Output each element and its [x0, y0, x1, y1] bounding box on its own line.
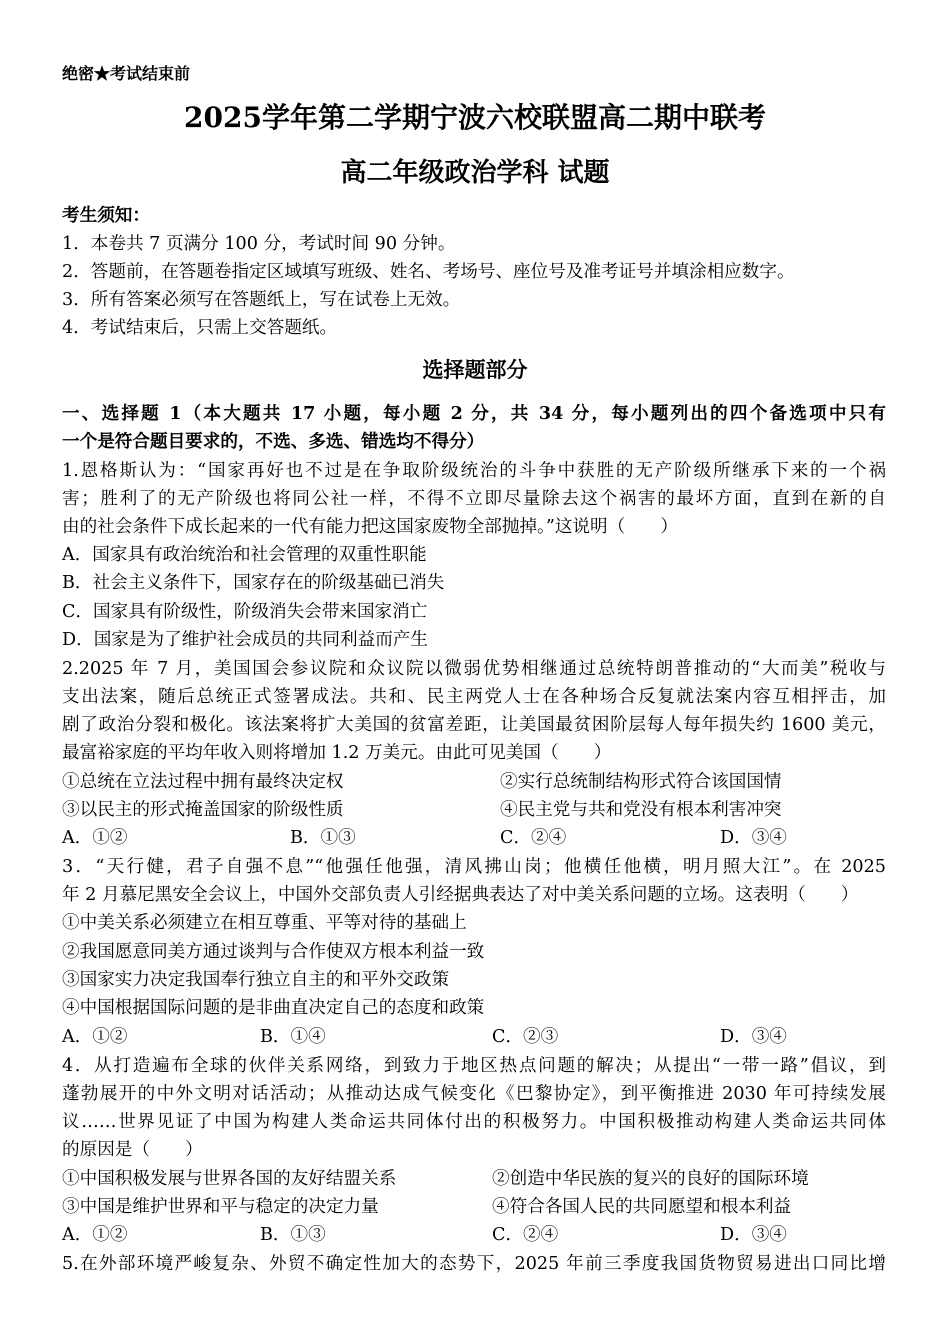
- answer-choice: B．①③: [260, 1225, 326, 1245]
- notice-item: 2．答题前，在答题卷指定区域填写班级、姓名、考场号、座位号及准考证号并填涂相应数字。: [62, 262, 795, 282]
- answer-choice: D．③④: [720, 1027, 787, 1047]
- question-2-item: ②实行总统制结构形式符合该国国情: [500, 772, 782, 792]
- question-1-option: A．国家具有政治统治和社会管理的双重性职能: [62, 545, 427, 565]
- question-3-answers-row: [62, 1025, 886, 1049]
- question-2-stem: 2.2025 年 7 月，美国国会参议院和众议院以微弱优势相继通过总统特朗普推动的“大而美”税收与: [62, 659, 886, 679]
- question-2-item: ③以民主的形式掩盖国家的阶级性质: [62, 800, 344, 820]
- question-1-stem: 由的社会条件下成长起来的一代有能力把这国家废物全部抛掉。”这说明（ ）: [62, 517, 678, 537]
- answer-choice: B．①③: [290, 828, 356, 848]
- answer-choice: C．②③: [492, 1027, 559, 1047]
- notice-item: 3．所有答案必须写在答题纸上，写在试卷上无效。: [62, 290, 461, 310]
- question-4-stem: 蓬勃展开的中外文明对话活动；从推动达成气候变化《巴黎协定》，到平衡推进 2030 年可持续发展: [62, 1084, 886, 1104]
- section-instruction: 一、选择题 1（本大题共 17 小题，每小题 2 分，共 34 分，每小题列出的四个备选项中只有: [62, 403, 886, 424]
- question-2-stem: 最富裕家庭的平均年收入则将增加 1.2 万美元。由此可见美国（ ）: [62, 743, 612, 763]
- question-3-item: ③国家实力决定我国奉行独立自主的和平外交政策: [62, 970, 450, 990]
- answer-choice: B．①④: [260, 1027, 326, 1047]
- question-3-stem: 年 2 月慕尼黑安全会议上，中国外交部负责人引经据典表达了对中美关系问题的立场。这表明（ ）: [62, 885, 859, 905]
- question-4-item: ④符合各国人民的共同愿望和根本利益: [492, 1197, 792, 1217]
- question-1-option: D．国家是为了维护社会成员的共同利益而产生: [62, 630, 428, 650]
- question-4-stem: 议……世界见证了中国为构建人类命运共同体付出的积极努力。中国积极推动构建人类命运共同体: [62, 1112, 886, 1132]
- section-instruction: 一个是符合题目要求的，不选、多选、错选均不得分）: [62, 431, 485, 452]
- question-3-stem: 3．“天行健，君子自强不息”“他强任他强，清风拂山岗；他横任他横，明月照大江”。在 2025: [62, 857, 886, 877]
- answer-choice: A．①②: [62, 1225, 128, 1245]
- notice-heading: 考生须知：: [62, 205, 150, 226]
- exam-subtitle: 高二年级政治学科 试题: [340, 158, 610, 188]
- question-4-item: ②创造中华民族的复兴的良好的国际环境: [492, 1169, 809, 1189]
- question-4-items-row: [62, 1195, 886, 1219]
- question-3-item: ①中美关系必须建立在相互尊重、平等对待的基础上: [62, 913, 467, 933]
- question-1-option: C．国家具有阶级性，阶级消失会带来国家消亡: [62, 602, 428, 622]
- question-2-answers-row: [62, 826, 886, 850]
- question-2-stem: 支出法案，随后总统正式签署成法。共和、民主两党人士在各种场合反复就法案内容互相抨击，加: [62, 687, 886, 707]
- question-2-items-row: [62, 770, 886, 794]
- question-4-item: ①中国积极发展与世界各国的友好结盟关系: [62, 1169, 397, 1189]
- exam-title: 2025学年第二学期宁波六校联盟高二期中联考: [184, 101, 766, 134]
- question-4-item: ③中国是维护世界和平与稳定的决定力量: [62, 1197, 379, 1217]
- confidential-label: 绝密★考试结束前: [62, 64, 191, 83]
- question-2-item: ①总统在立法过程中拥有最终决定权: [62, 772, 344, 792]
- answer-choice: C．②④: [500, 828, 567, 848]
- question-2-item: ④民主党与共和党没有根本利害冲突: [500, 800, 782, 820]
- question-1-stem: 害；胜利了的无产阶级也将同公社一样，不得不立即尽量除去这个祸害的最坏方面，直到在新的自: [62, 489, 886, 509]
- answer-choice: A．①②: [62, 828, 128, 848]
- question-1-stem: 1.恩格斯认为：“国家再好也不过是在争取阶级统治的斗争中获胜的无产阶级所继承下来的一个祸: [62, 461, 886, 481]
- question-4-answers-row: [62, 1223, 886, 1247]
- question-4-items-row: [62, 1167, 886, 1191]
- question-3-item: ②我国愿意同美方通过谈判与合作使双方根本利益一致: [62, 942, 485, 962]
- question-2-items-row: [62, 798, 886, 822]
- answer-choice: D．③④: [720, 1225, 787, 1245]
- answer-choice: A．①②: [62, 1027, 128, 1047]
- question-1-option: B．社会主义条件下，国家存在的阶级基础已消失: [62, 573, 445, 593]
- notice-item: 4．考试结束后，只需上交答题纸。: [62, 318, 338, 338]
- section-title: 选择题部分: [422, 357, 528, 382]
- question-2-stem: 剧了政治分裂和极化。该法案将扩大美国的贫富差距，让美国最贫困阶层每人每年损失约 1600 美元，: [62, 715, 886, 735]
- question-4-stem: 4．从打造遍布全球的伙伴关系网络，到致力于地区热点问题的解决；从提出“一带一路”倡议，到: [62, 1056, 886, 1076]
- question-5-stem: 5.在外部环境严峻复杂、外贸不确定性加大的态势下，2025 年前三季度我国货物贸易进出口同比增: [62, 1254, 886, 1274]
- question-3-item: ④中国根据国际问题的是非曲直决定自己的态度和政策: [62, 998, 485, 1018]
- answer-choice: C．②④: [492, 1225, 559, 1245]
- question-4-stem: 的原因是（ ）: [62, 1140, 203, 1160]
- answer-choice: D．③④: [720, 828, 787, 848]
- notice-item: 1．本卷共 7 页满分 100 分，考试时间 90 分钟。: [62, 234, 456, 254]
